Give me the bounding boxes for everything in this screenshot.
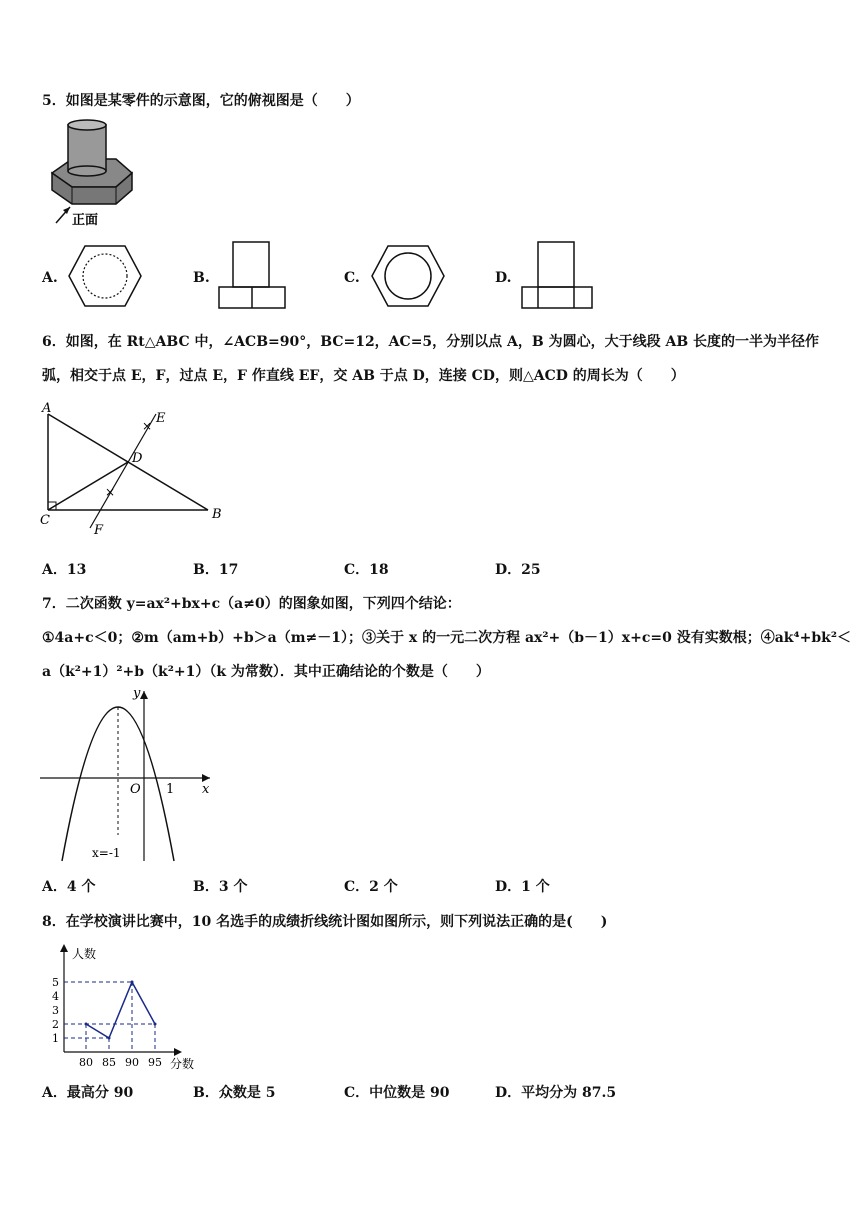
origin-label: O bbox=[130, 782, 141, 797]
point-f-label: F bbox=[94, 523, 104, 538]
chart-y-axis-label: 人数 bbox=[72, 947, 97, 961]
x-axis-label: x bbox=[202, 782, 210, 797]
chart-x-tick: 80 bbox=[79, 1056, 93, 1069]
q5-option-c-label: C. bbox=[344, 270, 360, 286]
q5-option-b-figure bbox=[216, 240, 290, 312]
q6-question-line1: 6．如图，在 Rt△ABC 中，∠ACB=90°，BC=12，AC=5，分别以点 A，B 为圆心，大于线段 AB 长度的一半为半径作 bbox=[42, 334, 820, 350]
q5-option-c-figure bbox=[368, 240, 448, 312]
q7-parabola-graph bbox=[38, 685, 218, 865]
q7-question-line1: 7．二次函数 y=ax²+bx+c（a≠0）的图象如图，下列四个结论： bbox=[42, 596, 461, 612]
chart-x-tick: 95 bbox=[148, 1056, 162, 1069]
point-c-label: C bbox=[40, 513, 50, 528]
chart-x-arrow bbox=[174, 1048, 182, 1056]
q6-option-d: D．25 bbox=[495, 562, 541, 578]
chart-y-tick: 3 bbox=[52, 1004, 59, 1017]
q5-option-d-label: D. bbox=[495, 270, 512, 286]
q6-option-b: B．17 bbox=[193, 562, 239, 578]
q8-option-a: A．最高分 90 bbox=[42, 1085, 134, 1101]
axis-of-symmetry-label: x=-1 bbox=[92, 846, 121, 860]
q8-question: 8．在学校演讲比赛中，10 名选手的成绩折线统计图如图所示，则下列说法正确的是( ) bbox=[42, 914, 608, 930]
q6-option-c: C．18 bbox=[344, 562, 389, 578]
chart-point bbox=[131, 981, 134, 984]
chart-point bbox=[154, 1023, 157, 1026]
q8-line-chart bbox=[42, 940, 212, 1074]
chart-x-tick: 90 bbox=[125, 1056, 139, 1069]
q7-question-line3: a（k²+1）²+b（k²+1）（k 为常数）．其中正确结论的个数是（ ） bbox=[42, 664, 490, 680]
q7-option-d: D．1 个 bbox=[495, 879, 550, 895]
q7-option-b: B．3 个 bbox=[193, 879, 248, 895]
x-one-label: 1 bbox=[166, 782, 175, 797]
q8-option-b: B．众数是 5 bbox=[193, 1085, 276, 1101]
chart-point bbox=[108, 1037, 111, 1040]
chart-x-axis-label: 分数 bbox=[170, 1057, 195, 1071]
front-label: 正面 bbox=[72, 213, 99, 228]
q7-option-a: A．4 个 bbox=[42, 879, 96, 895]
svg-text:×: × bbox=[105, 485, 116, 499]
chart-x-tick: 85 bbox=[102, 1056, 116, 1069]
q5-question: 5．如图是某零件的示意图，它的俯视图是（ ） bbox=[42, 93, 360, 109]
q8-option-c: C．中位数是 90 bbox=[344, 1085, 450, 1101]
point-d-label: D bbox=[132, 451, 143, 466]
q5-option-a-label: A. bbox=[42, 270, 58, 286]
q6-option-a: A．13 bbox=[42, 562, 87, 578]
q5-part-figure bbox=[44, 115, 134, 230]
q5-option-a-figure bbox=[65, 240, 145, 312]
point-b-label: B bbox=[212, 507, 222, 522]
q5-option-b-label: B. bbox=[193, 270, 210, 286]
chart-y-tick: 5 bbox=[52, 976, 59, 989]
chart-y-arrow bbox=[60, 944, 68, 952]
chart-point bbox=[85, 1023, 88, 1026]
chart-y-tick: 4 bbox=[52, 990, 59, 1003]
q5-option-d-figure bbox=[518, 240, 598, 312]
y-axis-label: y bbox=[133, 686, 141, 701]
chart-y-tick: 1 bbox=[52, 1032, 59, 1045]
q6-triangle-figure bbox=[38, 400, 238, 540]
chart-y-tick: 2 bbox=[52, 1018, 59, 1031]
point-e-label: E bbox=[156, 411, 166, 426]
q7-question-line2: ①4a+c＜0；②m（am+b）+b＞a（m≠－1）；③关于 x 的一元二次方程 ax²+（b－1）x+c=0 没有实数根；④ak⁴+bk²＜ bbox=[42, 630, 851, 646]
svg-text:×: × bbox=[142, 419, 153, 433]
point-a-label: A bbox=[42, 401, 52, 416]
q7-option-c: C．2 个 bbox=[344, 879, 398, 895]
q6-question-line2: 弧，相交于点 E，F，过点 E，F 作直线 EF，交 AB 于点 D，连接 CD，则△ACD 的周长为（ ） bbox=[42, 368, 685, 384]
q8-option-d: D．平均分为 87.5 bbox=[495, 1085, 617, 1101]
chart-series-line bbox=[86, 982, 155, 1038]
